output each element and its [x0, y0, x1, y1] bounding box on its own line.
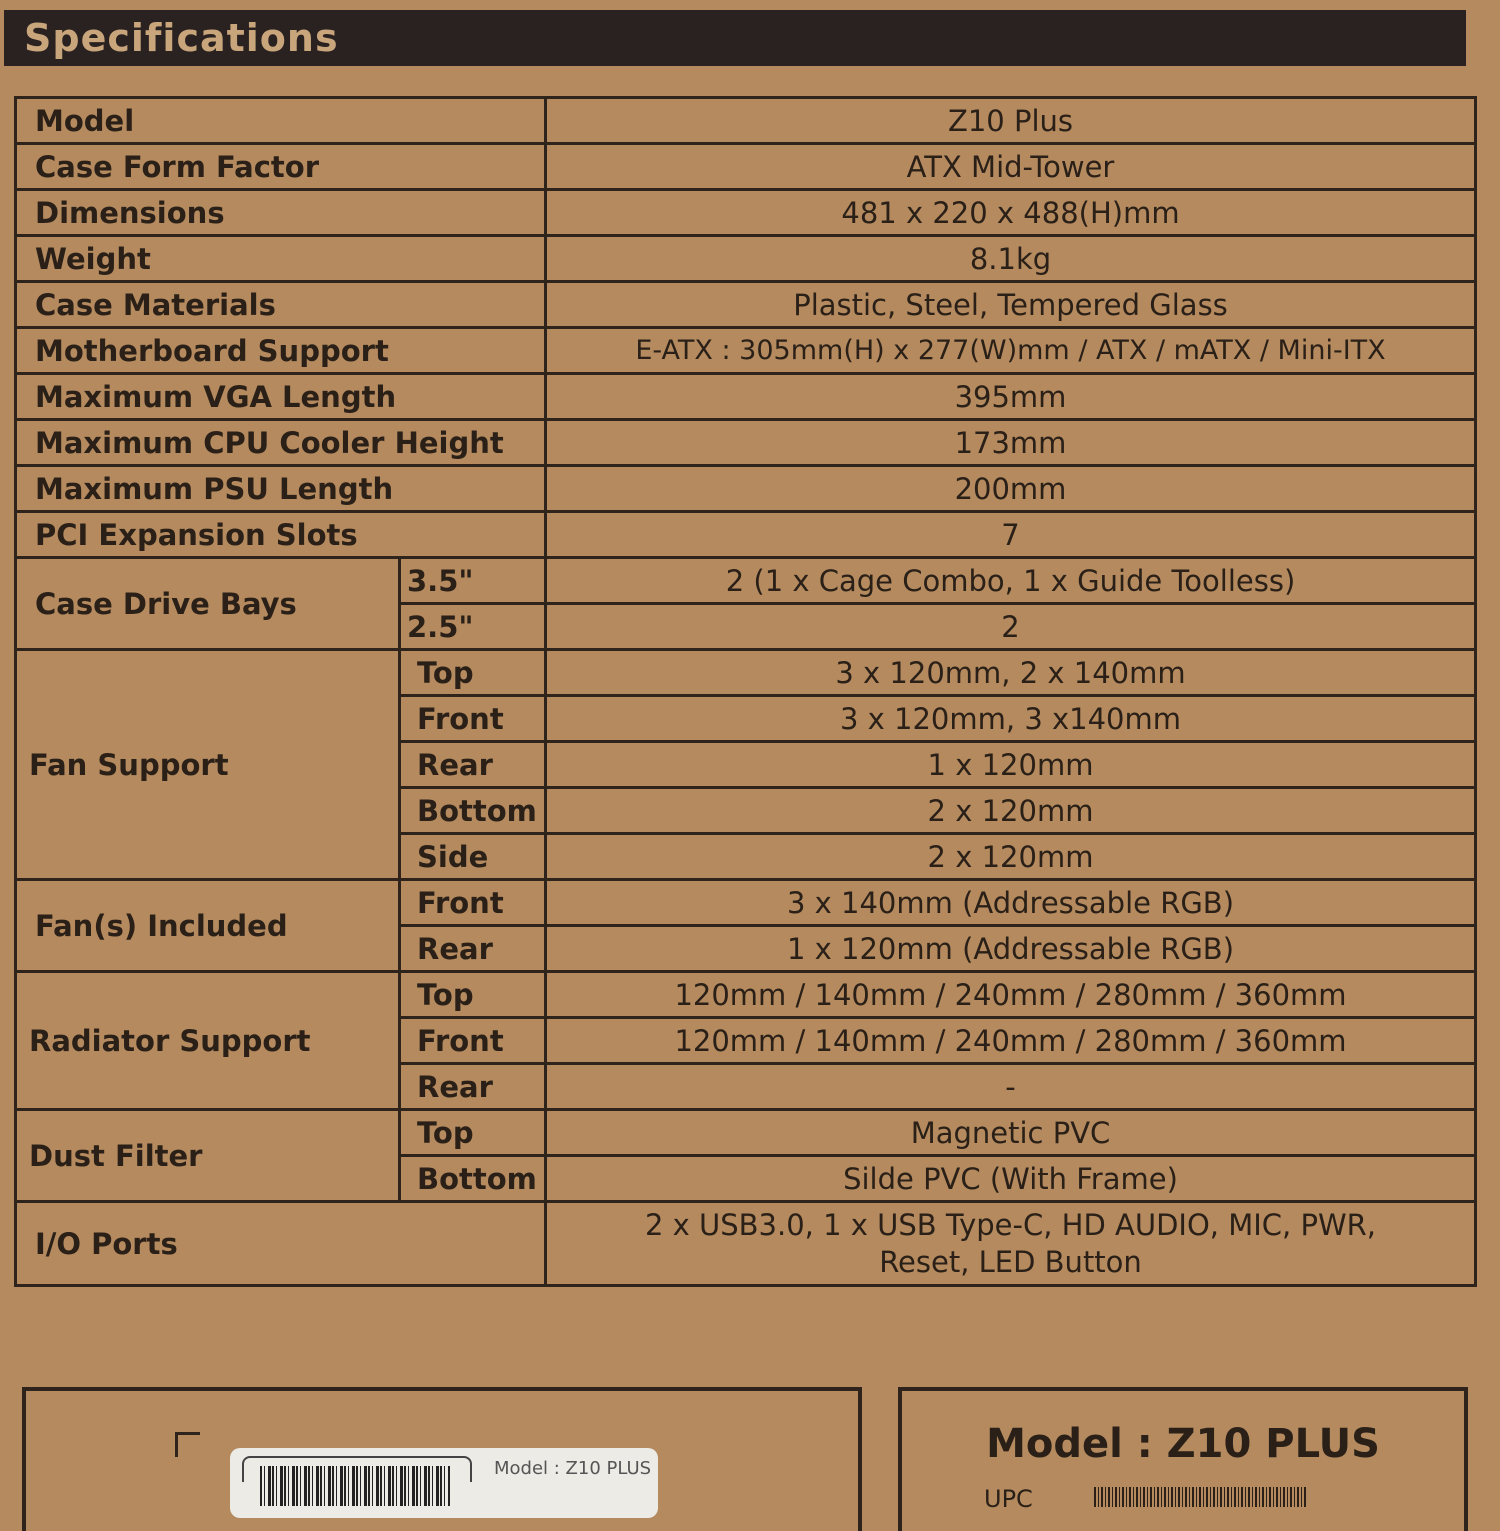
sub-label: Rear: [400, 926, 546, 972]
table-row: [16, 420, 1476, 466]
sticker-model: Model : Z10 PLUS: [494, 1458, 652, 1479]
corner-mark: [175, 1432, 200, 1457]
table-row: [16, 374, 1476, 420]
barcode-sticker: [230, 1448, 658, 1518]
group-label-radiator-support: Radiator Support: [16, 972, 400, 1110]
sub-label: 3.5": [400, 558, 546, 604]
sub-label: Bottom: [400, 788, 546, 834]
table-row: [16, 98, 1476, 144]
table-row: [16, 972, 1476, 1018]
spec-label: I/O Ports: [16, 1202, 546, 1286]
spec-value: 2: [546, 604, 1476, 650]
specifications-header: [4, 10, 1466, 66]
upc-barcode-icon: [1094, 1487, 1306, 1507]
spec-label: Maximum VGA Length: [16, 374, 546, 420]
spec-value: 200mm: [546, 466, 1476, 512]
sub-label: Top: [400, 972, 546, 1018]
table-row: [16, 1202, 1476, 1286]
spec-label: Weight: [16, 236, 546, 282]
spec-label: Maximum CPU Cooler Height: [16, 420, 546, 466]
table-row: [16, 236, 1476, 282]
sub-label: 2.5": [400, 604, 546, 650]
sub-label: Rear: [400, 742, 546, 788]
spec-value: 120mm / 140mm / 240mm / 280mm / 360mm: [546, 1018, 1476, 1064]
table-row: [16, 880, 1476, 926]
spec-label: PCI Expansion Slots: [16, 512, 546, 558]
spec-value: 3 x 140mm (Addressable RGB): [546, 880, 1476, 926]
spec-value: E-ATX : 305mm(H) x 277(W)mm / ATX / mATX / Mini-ITX: [546, 328, 1476, 374]
sub-label: Side: [400, 834, 546, 880]
spec-label: Case Form Factor: [16, 144, 546, 190]
table-row: [16, 190, 1476, 236]
spec-value: Plastic, Steel, Tempered Glass: [546, 282, 1476, 328]
sub-label: Front: [400, 1018, 546, 1064]
spec-value: 3 x 120mm, 3 x140mm: [546, 696, 1476, 742]
spec-label: Dimensions: [16, 190, 546, 236]
table-row: [16, 650, 1476, 696]
specifications-table: [14, 96, 1477, 1287]
model-title: Model : Z10 PLUS: [986, 1421, 1380, 1467]
spec-value: 2 (1 x Cage Combo, 1 x Guide Toolless): [546, 558, 1476, 604]
upc-label: UPC: [984, 1485, 1033, 1513]
spec-value: ATX Mid-Tower: [546, 144, 1476, 190]
model-panel: [898, 1387, 1468, 1531]
table-row: [16, 328, 1476, 374]
spec-label: Case Materials: [16, 282, 546, 328]
sub-label: Top: [400, 650, 546, 696]
group-label-fans-included: Fan(s) Included: [16, 880, 400, 972]
spec-value: 8.1kg: [546, 236, 1476, 282]
spec-value: 120mm / 140mm / 240mm / 280mm / 360mm: [546, 972, 1476, 1018]
group-label-dust-filter: Dust Filter: [16, 1110, 400, 1202]
spec-label: Model: [16, 98, 546, 144]
table-row: [16, 466, 1476, 512]
spec-value: 1 x 120mm: [546, 742, 1476, 788]
sub-label: Bottom: [400, 1156, 546, 1202]
group-label-drive-bays: Case Drive Bays: [16, 558, 400, 650]
spec-value: 1 x 120mm (Addressable RGB): [546, 926, 1476, 972]
spec-value: Magnetic PVC: [546, 1110, 1476, 1156]
sub-label: Rear: [400, 1064, 546, 1110]
table-row: [16, 512, 1476, 558]
spec-value: 7: [546, 512, 1476, 558]
spec-value: -: [546, 1064, 1476, 1110]
spec-value: 2 x USB3.0, 1 x USB Type-C, HD AUDIO, MIC, PWR, Reset, LED Button: [546, 1202, 1476, 1286]
table-row: [16, 282, 1476, 328]
header-title: Specifications: [24, 16, 339, 60]
spec-value: 2 x 120mm: [546, 834, 1476, 880]
sub-label: Front: [400, 696, 546, 742]
spec-value: Silde PVC (With Frame): [546, 1156, 1476, 1202]
spec-value: Z10 Plus: [546, 98, 1476, 144]
spec-value: 395mm: [546, 374, 1476, 420]
table-row: [16, 144, 1476, 190]
table-row: [16, 1110, 1476, 1156]
spec-value: 3 x 120mm, 2 x 140mm: [546, 650, 1476, 696]
group-label-fan-support: Fan Support: [16, 650, 400, 880]
spec-label: Motherboard Support: [16, 328, 546, 374]
barcode-icon: [260, 1466, 450, 1506]
spec-value: 481 x 220 x 488(H)mm: [546, 190, 1476, 236]
spec-value: 173mm: [546, 420, 1476, 466]
sub-label: Front: [400, 880, 546, 926]
spec-label: Maximum PSU Length: [16, 466, 546, 512]
spec-value: 2 x 120mm: [546, 788, 1476, 834]
table-row: [16, 558, 1476, 604]
sub-label: Top: [400, 1110, 546, 1156]
